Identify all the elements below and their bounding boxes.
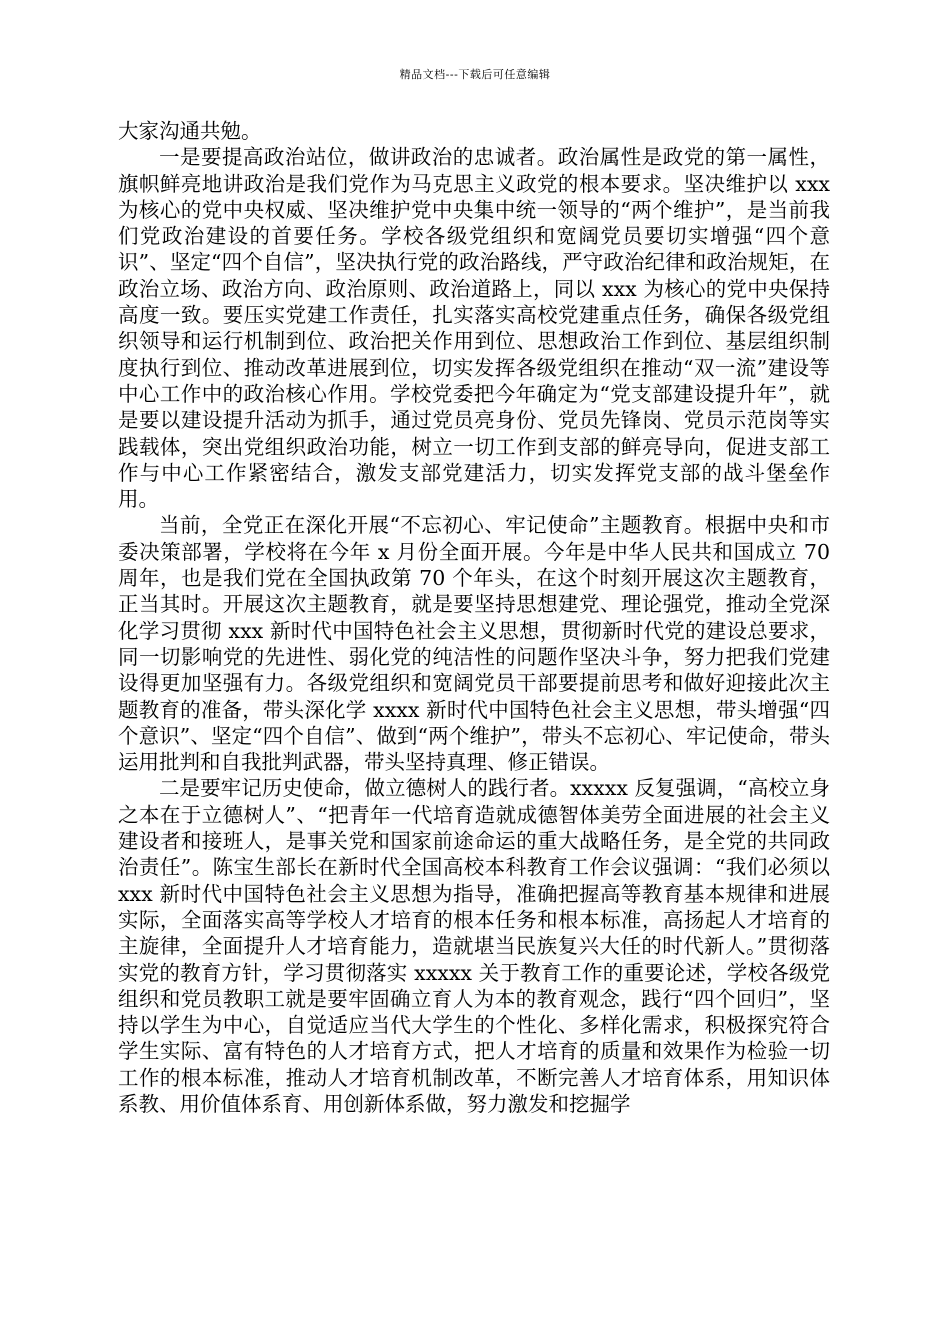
page-header: 精品文档---下载后可任意编辑 (399, 68, 551, 81)
paragraph-historical-mission: 二是要牢记历史使命，做立德树人的践行者。xxxxx 反复强调，“高校立身之本在于立德树人”、“把青年一代培育造就成德智体美劳全面进展的社会主义建设者和接班人，是事关党和国家前途命运的重大战略任务，是全党的共同政治责任”。陈宝生部长在新时代全国高校本科教育工作会议强调：“我们必须以 xxx 新时代中国特色社会主义思想为指导，准确把握高等教育基本规律和进展实际，全面落实高等学校人才培育的根本任务和根本标准，高扬起人才培育的主旋律，全面提升人才培育能力，造就堪当民族复兴大任的时代新人。”贯彻落实党的教育方针，学习贯彻落实 xxxxx 关于教育工作的重要论述，学校各级党组织和党员教职工就是要牢固确立育人为本的教育观念，践行“四个回归”，坚持以学生为中心，自觉适应当代大学生的个性化、多样化需求，积极探究符合学生实际、富有特色的人才培育方式，把人才培育的质量和效果作为检验一切工作的根本标准，推动人才培育机制改革，不断完善人才培育体系，用知识体系教、用价值体系育、用创新体系做，努力激发和挖掘学 (118, 776, 830, 1116)
paragraph-theme-education: 当前，全党正在深化开展“不忘初心、牢记使命”主题教育。根据中央和市委决策部署，学校将在今年 x 月份全面开展。今年是中华人民共和国成立 70 周年，也是我们党在全国执政第 70 个年头，在这个时刻开展这次主题教育，正当其时。开展这次主题教育，就是要坚持思想建党、理论强党，推动全党深化学习贯彻 xxx 新时代中国特色社会主义思想，贯彻新时代党的建设总要求，同一切影响党的先进性、弱化党的纯洁性的问题作坚决斗争，努力把我们党建设得更加坚强有力。各级党组织和宽阔党员干部要提前思考和做好迎接此次主题教育的准备，带头深化学 xxxx 新时代中国特色社会主义思想，带头增强“四个意识”、坚定“四个自信”、做到“两个维护”，带头不忘初心、牢记使命，带头运用批判和自我批判武器，带头坚持真理、修正错误。 (118, 513, 830, 775)
paragraph-continuation: 大家沟通共勉。 (118, 119, 262, 143)
document-body (118, 118, 830, 1117)
paragraph-political-stance: 一是要提高政治站位，做讲政治的忠诚者。政治属性是政党的第一属性，旗帜鲜亮地讲政治是我们党作为马克思主义政党的根本要求。坚决维护以 xxx 为核心的党中央权威、坚决维护党中央集中统一领导的“两个维护”，是当前我们党政治建设的首要任务。学校各级党组织和宽阔党员要切实增强“四个意识”、坚定“四个自信”，坚决执行党的政治路线，严守政治纪律和政治规矩，在政治立场、政治方向、政治原则、政治道路上，同以 xxx 为核心的党中央保持高度一致。要压实党建工作责任，扎实落实高校党建重点任务，确保各级党组织领导和运行机制到位、政治把关作用到位、思想政治工作到位、基层组织制度执行到位、推动改革进展到位，切实发挥各级党组织在推动“双一流”建设等中心工作中的政治核心作用。学校党委把今年确定为“党支部建设提升年”，就是要以建设提升活动为抓手，通过党员亮身份、党员先锋岗、党员示范岗等实践载体，突出党组织政治功能，树立一切工作到支部的鲜亮导向，促进支部工作与中心工作紧密结合，激发支部党建活力，切实发挥党支部的战斗堡垒作用。 (118, 145, 830, 512)
